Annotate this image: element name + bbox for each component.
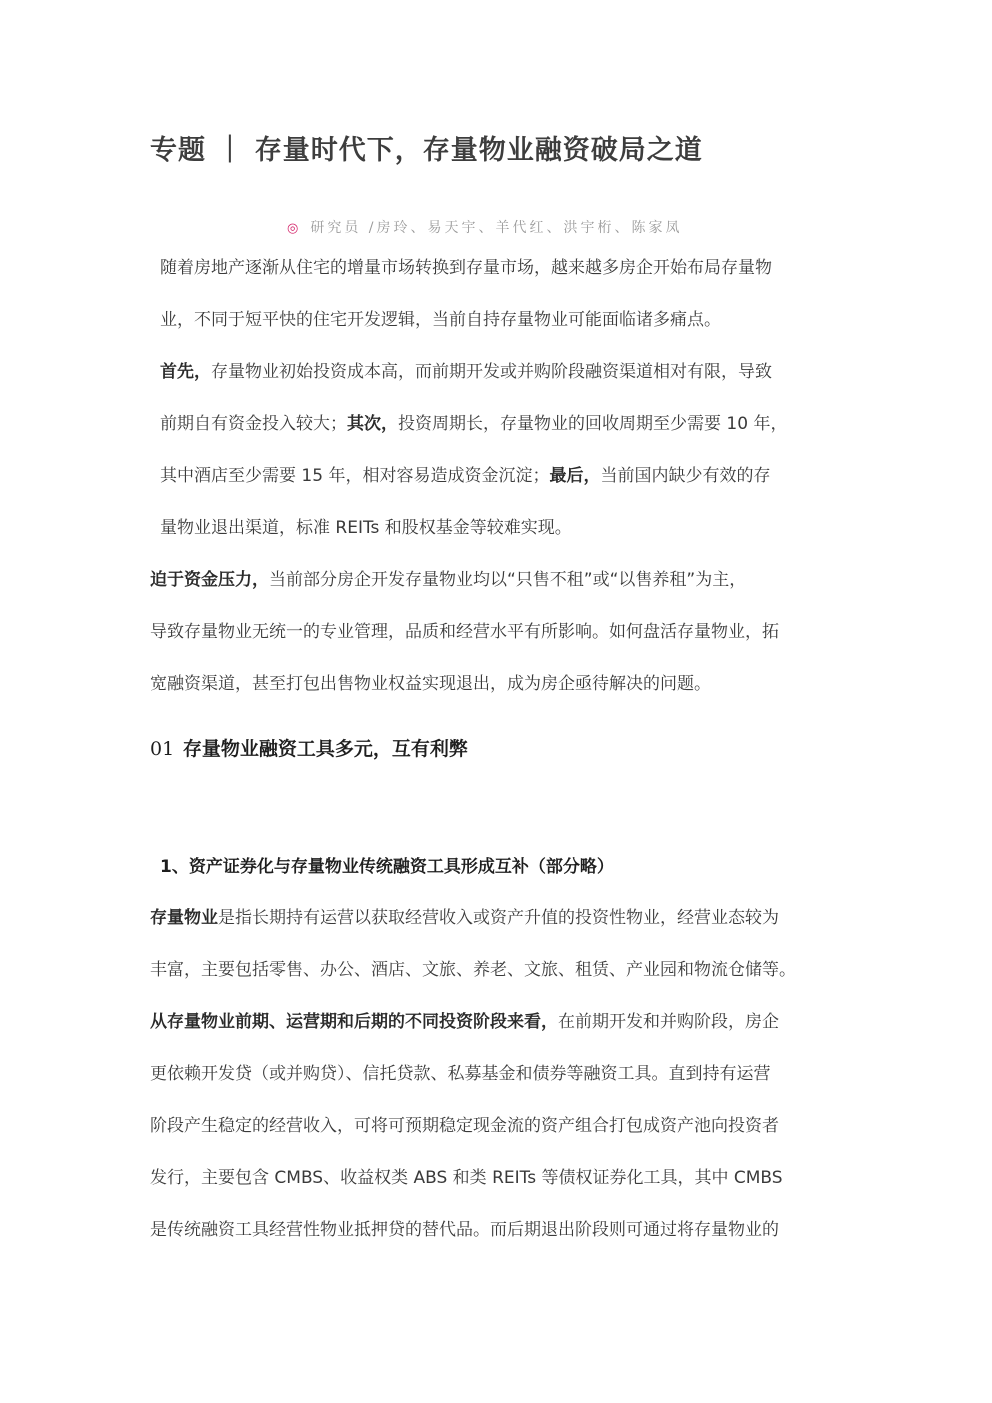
body-line-1: 存量物业是指长期持有运营以获取经营收入或资产升值的投资性物业，经营业态较为 (150, 908, 779, 928)
body-paragraph (150, 892, 850, 1256)
intro-line-2: 业，不同于短平快的住宅开发逻辑，当前自持存量物业可能面临诸多痛点。 (160, 310, 721, 330)
subsection-heading: 1、资产证券化与存量物业传统融资工具形成互补（部分略） (160, 857, 614, 877)
page-title: 专题 ｜ 存量时代下，存量物业融资破局之道 (150, 135, 703, 166)
body-line-7: 是传统融资工具经营性物业抵押贷的替代品。而后期退出阶段则可通过将存量物业的 (150, 1220, 779, 1240)
intro-line-3: 首先，存量物业初始投资成本高，而前期开发或并购阶段融资渠道相对有限，导致 (160, 362, 772, 382)
section-title-text: 存量物业融资工具多元，互有利弊 (182, 738, 468, 760)
second-label: 其次， (347, 414, 398, 434)
body-line-2: 丰富，主要包括零售、办公、酒店、文旅、养老、文旅、租赁、产业园和物流仓储等。 (150, 960, 796, 980)
section-number: 01 (150, 738, 175, 760)
body-line-6: 发行，主要包含 CMBS、收益权类 ABS 和类 REITs 等债权证券化工具，其中 CMBS (150, 1168, 783, 1188)
pressure-paragraph (150, 554, 850, 710)
section-heading (150, 734, 468, 761)
byline (287, 217, 683, 237)
target-icon: ◎ (287, 221, 299, 236)
intro-line-4: 前期自有资金投入较大；其次，投资周期长，存量物业的回收周期至少需要 10 年， (160, 414, 788, 434)
stage-label: 从存量物业前期、运营期和后期的不同投资阶段来看， (150, 1012, 558, 1032)
pressure-line-2: 导致存量物业无统一的专业管理，品质和经营水平有所影响。如何盘活存量物业，拓 (150, 622, 779, 642)
first-label: 首先， (160, 362, 211, 382)
body-line-3: 从存量物业前期、运营期和后期的不同投资阶段来看，在前期开发和并购阶段，房企 (150, 1012, 779, 1032)
last-label: 最后， (549, 466, 601, 486)
pressure-line-1: 迫于资金压力，当前部分房企开发存量物业均以“只售不租”或“以售养租”为主， (150, 570, 747, 590)
pressure-line-3: 宽融资渠道，甚至打包出售物业权益实现退出，成为房企亟待解决的问题。 (150, 674, 711, 694)
intro-line-1: 随着房地产逐渐从住宅的增量市场转换到存量市场，越来越多房企开始布局存量物 (160, 258, 772, 278)
pressure-label: 迫于资金压力， (150, 570, 269, 590)
body-line-4: 更依赖开发贷（或并购贷）、信托贷款、私募基金和债券等融资工具。直到持有运营 (150, 1064, 771, 1084)
intro-line-5: 其中酒店至少需要 15 年，相对容易造成资金沉淀；最后，当前国内缺少有效的存 (160, 466, 771, 486)
term-label: 存量物业 (150, 908, 218, 928)
intro-line-6: 量物业退出渠道，标准 REITs 和股权基金等较难实现。 (160, 518, 572, 538)
body-line-5: 阶段产生稳定的经营收入，可将可预期稳定现金流的资产组合打包成资产池向投资者 (150, 1116, 779, 1136)
intro-paragraph (160, 242, 840, 554)
byline-text: 研究员 /房玲、易天宇、羊代红、洪宇桁、陈家凤 (310, 220, 683, 236)
